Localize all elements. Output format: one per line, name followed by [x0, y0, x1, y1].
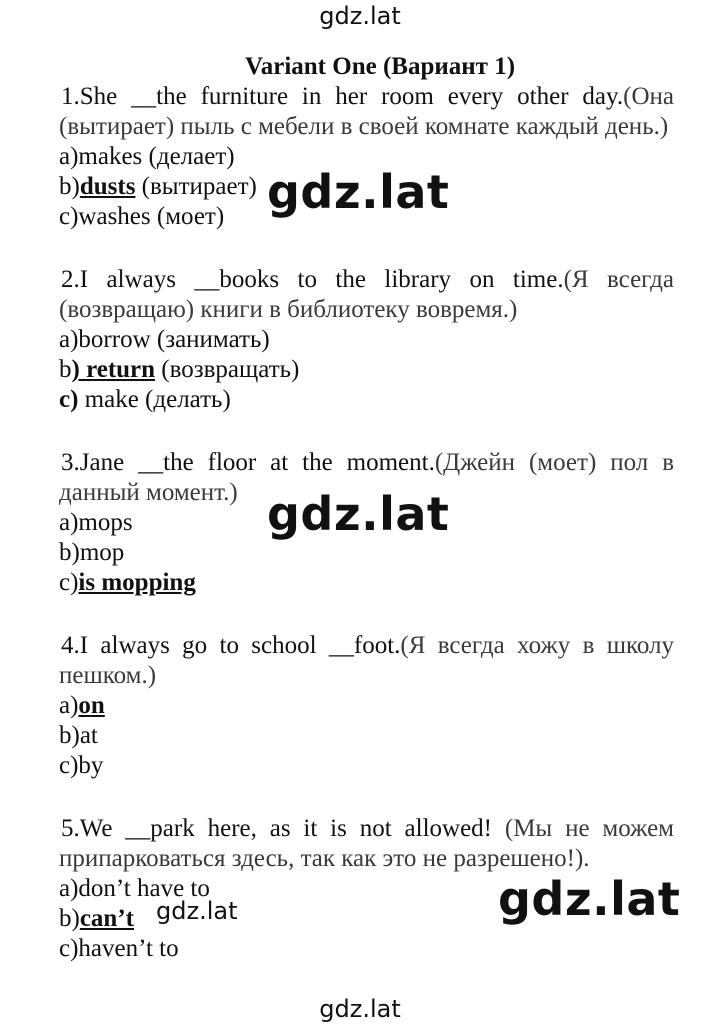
- option-text: makes (делает): [78, 143, 235, 170]
- option-text: (возвращать): [155, 356, 300, 383]
- watermark-large-3: gdz.lat: [498, 872, 681, 926]
- option-letter: c): [59, 935, 79, 962]
- question-translation: (Джейн (моет) пол в данный момент.): [59, 449, 674, 506]
- option-text: mop: [79, 539, 125, 566]
- question-sentence: 1.She __the furniture in her room every other day.: [61, 83, 624, 110]
- option-letter: c): [59, 569, 79, 596]
- question-text: [59, 631, 674, 691]
- watermark-small: gdz.lat: [156, 897, 238, 925]
- option-b: [59, 538, 720, 568]
- question-2: [0, 265, 720, 415]
- question-translation: (Мы не можем припарковаться здесь, так как это не разрешено!).: [59, 815, 674, 872]
- option-text: make (делать): [78, 386, 231, 413]
- correct-answer: ) return: [71, 356, 156, 383]
- option-a: [59, 691, 720, 721]
- option-letter: c): [59, 752, 79, 779]
- option-text: haven’t to: [78, 935, 179, 962]
- question-text: [59, 82, 674, 142]
- option-text: mops: [78, 509, 133, 536]
- correct-answer: on: [78, 692, 105, 719]
- option-c: [59, 934, 720, 964]
- option-letter: b): [59, 173, 80, 200]
- question-text: [59, 814, 674, 874]
- watermark-top: gdz.lat: [319, 2, 401, 30]
- question-4: [0, 631, 720, 781]
- question-translation: (Я всегда (возвращаю) книги в библиотеку вовремя.): [59, 266, 674, 323]
- option-letter: b): [59, 905, 80, 932]
- question-text: [59, 265, 674, 325]
- question-sentence: 5.We __park here, as it is not allowed!: [61, 815, 505, 842]
- option-text: (вытирает): [135, 173, 257, 200]
- correct-answer: dusts: [79, 173, 136, 200]
- option-text: don’t have to: [78, 875, 210, 902]
- question-sentence: 2.I always __books to the library on time.: [61, 266, 564, 293]
- watermark-large-1: gdz.lat: [267, 165, 450, 219]
- option-letter: a): [59, 875, 79, 902]
- option-letter: a): [59, 692, 79, 719]
- question-sentence: 3.Jane __the floor at the moment.: [61, 449, 435, 476]
- option-text: by: [78, 752, 104, 779]
- watermark-large-2: gdz.lat: [267, 487, 450, 541]
- question-translation: (Она (вытирает) пыль с мебели в своей комнате каждый день.): [59, 83, 674, 140]
- option-letter: b): [59, 722, 80, 749]
- option-text: borrow (занимать): [78, 326, 270, 353]
- option-a: [59, 325, 720, 355]
- option-text: washes (моет): [78, 203, 225, 230]
- option-c: [59, 751, 720, 781]
- watermark-bottom: gdz.lat: [319, 995, 401, 1023]
- option-letter: a): [59, 143, 79, 170]
- option-c: [59, 385, 720, 415]
- option-letter: b: [59, 356, 72, 383]
- option-letter: a): [59, 326, 79, 353]
- option-b: [59, 721, 720, 751]
- correct-answer: is mopping: [78, 569, 196, 596]
- option-letter: c): [59, 203, 79, 230]
- question-translation: (Я всегда хожу в школу пешком.): [59, 632, 674, 689]
- question-sentence: 4.I always go to school __foot.: [61, 632, 401, 659]
- page-title: Variant One (Вариант 1): [244, 53, 516, 80]
- option-letter: b): [59, 539, 80, 566]
- option-letter: c): [59, 386, 79, 413]
- option-letter: a): [59, 509, 79, 536]
- correct-answer: can’t: [79, 905, 134, 932]
- option-c: [59, 568, 720, 598]
- option-b: [59, 355, 720, 385]
- option-text: at: [79, 722, 98, 749]
